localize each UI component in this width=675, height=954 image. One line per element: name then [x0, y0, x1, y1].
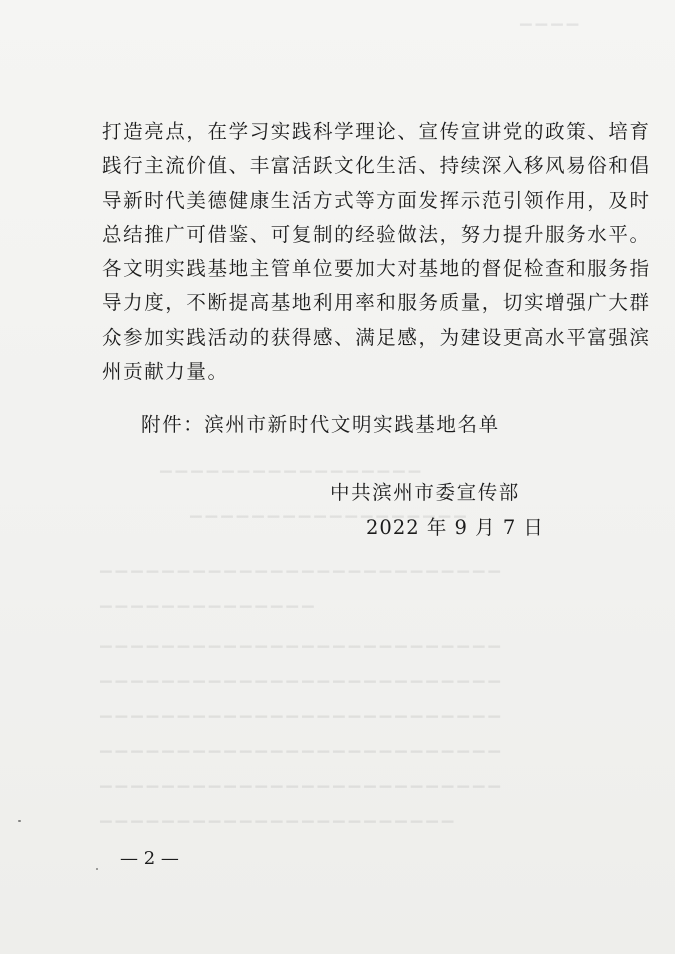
paper-speck — [96, 868, 98, 870]
paragraph-line: 导力度，不断提高基地利用率和服务质量，切实增强广大群 — [102, 291, 651, 315]
bleed-through-mark: ▁▁▁▁▁▁▁▁▁▁▁▁▁▁▁▁▁▁▁▁▁▁▁▁▁▁ — [100, 700, 504, 718]
bleed-through-mark: ▁▁▁▁▁▁▁▁▁▁▁▁▁▁▁▁▁▁ — [190, 500, 470, 518]
paragraph-line: 各文明实践基地主管单位要加大对基地的督促检查和服务指 — [102, 257, 651, 281]
paragraph-line: 总结推广可借鉴、可复制的经验做法，努力提升服务水平。 — [102, 222, 651, 246]
body-paragraph — [102, 115, 651, 389]
bleed-through-mark: ▁▁▁▁▁▁▁▁▁▁▁▁▁▁▁▁▁▁▁▁▁▁▁▁▁▁ — [100, 665, 504, 683]
paragraph-line: 打造亮点，在学习实践科学理论、宣传宣讲党的政策、培育 — [102, 120, 651, 143]
bleed-through-mark: ▁▁▁▁▁▁▁▁▁▁▁▁▁▁▁▁▁▁▁▁▁▁▁ — [100, 805, 458, 823]
page-number: — 2 — — [120, 848, 179, 869]
bleed-through-mark: ▁▁▁▁▁▁▁▁▁▁▁▁▁▁▁▁▁▁▁▁▁▁▁▁▁▁ — [100, 770, 504, 788]
bleed-through-mark: ▁▁▁▁ — [520, 8, 583, 26]
bleed-through-mark: ▁▁▁▁▁▁▁▁▁▁▁▁▁▁▁▁▁ — [160, 455, 425, 473]
bleed-through-mark: ▁▁▁▁▁▁▁▁▁▁▁▁▁▁▁▁▁▁▁▁▁▁▁▁▁▁ — [100, 735, 504, 753]
paper-speck — [18, 820, 21, 822]
issuer-signature: 中共滨州市委宣传部 — [330, 481, 520, 504]
bleed-through-mark: ▁▁▁▁▁▁▁▁▁▁▁▁▁▁ — [100, 590, 318, 608]
paragraph-line: 践行主流价值、丰富活跃文化生活、持续深入移风易俗和倡 — [102, 154, 651, 178]
paragraph-line: 导新时代美德健康生活方式等方面发挥示范引领作用，及时 — [102, 188, 651, 212]
paragraph-line: 州贡献力量。 — [102, 360, 229, 384]
bleed-through-mark: ▁▁▁▁▁▁▁▁▁▁▁▁▁▁▁▁▁▁▁▁▁▁▁▁▁▁ — [100, 630, 504, 648]
bleed-through-mark: ▁▁▁▁▁▁▁▁▁▁▁▁▁▁▁▁▁▁▁▁▁▁▁▁▁▁ — [100, 555, 504, 573]
paragraph-line: 众参加实践活动的获得感、满足感，为建设更高水平富强滨 — [102, 325, 651, 349]
attachment-note: 附件：滨州市新时代文明实践基地名单 — [141, 413, 500, 436]
issue-date: 2022 年 9 月 7 日 — [366, 516, 544, 539]
